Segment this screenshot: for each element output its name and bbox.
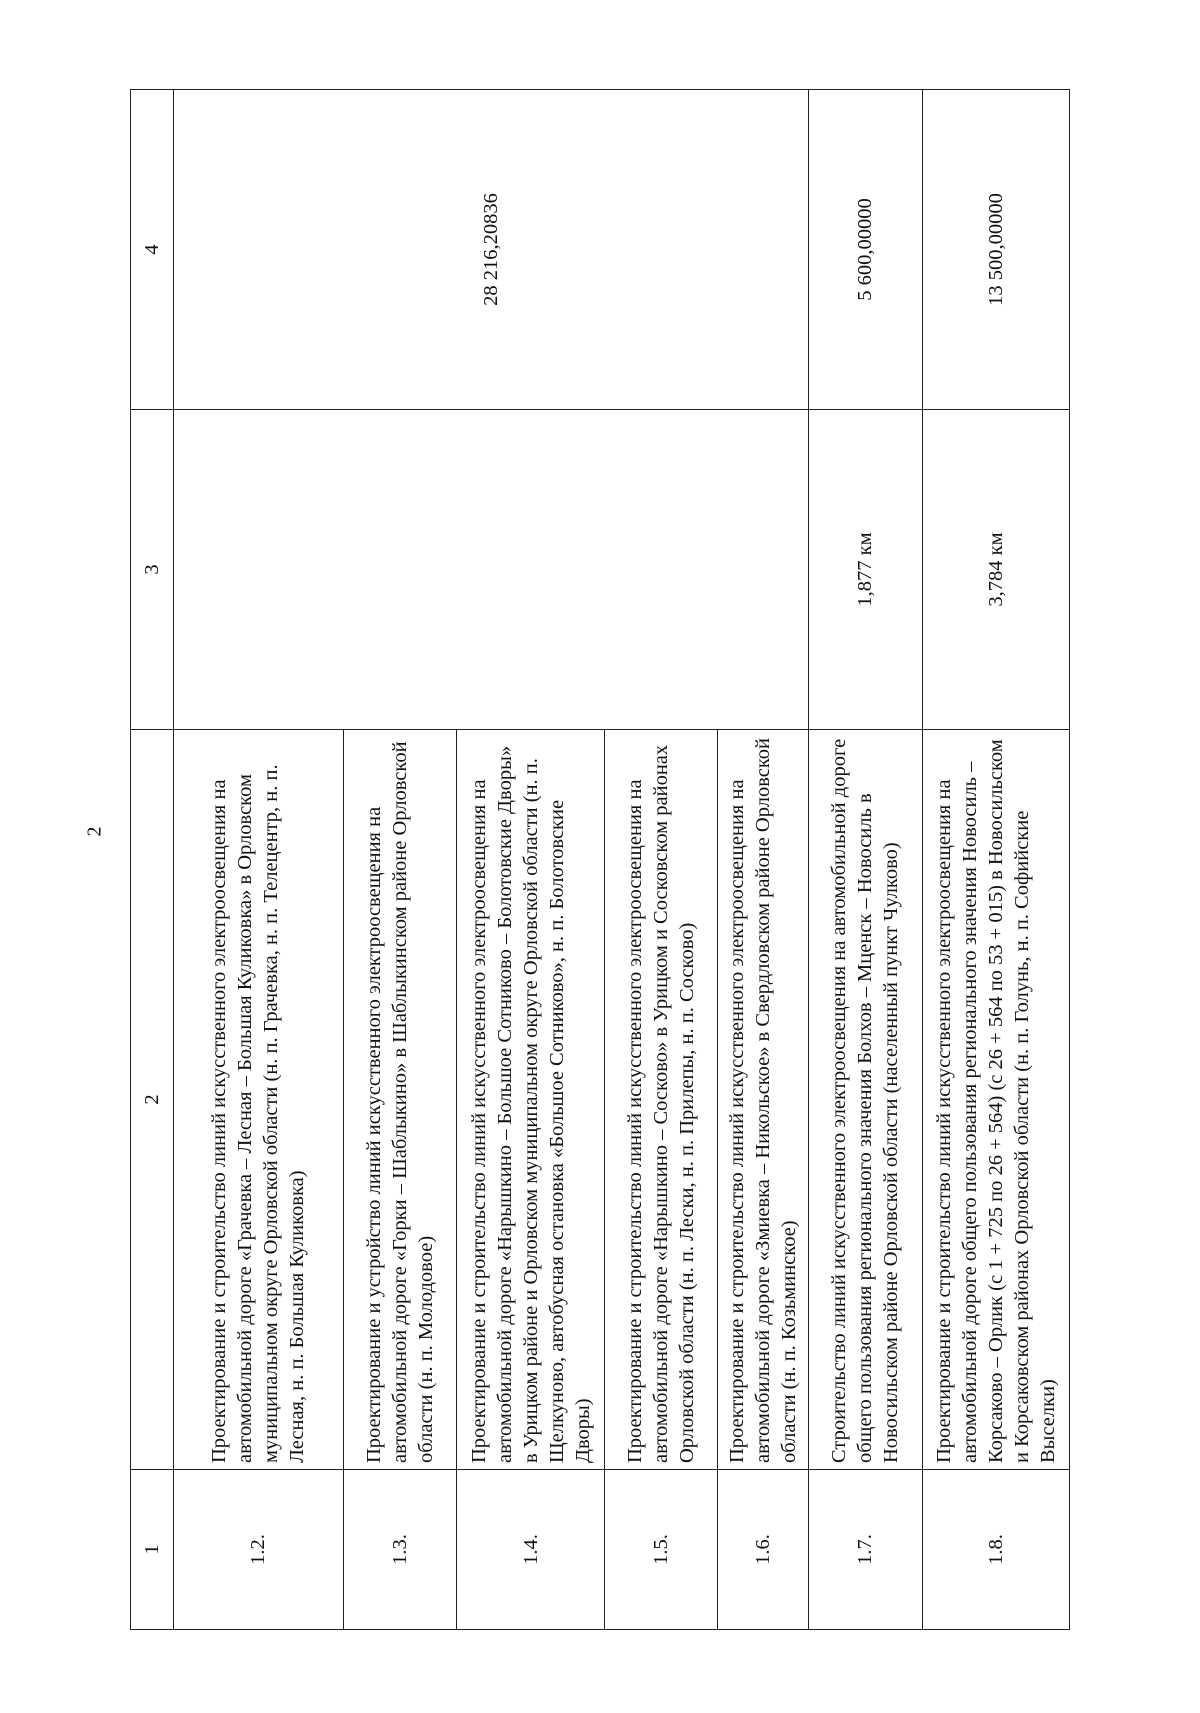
table-header-row xyxy=(131,90,174,1630)
row-number: 1.5. xyxy=(604,1470,718,1630)
row-number: 1.8. xyxy=(922,1470,1069,1630)
row-description: Проектирование и строительство линий искусственного электроосвещения на автомобильной дороге «Нарышкино – Сосково» в Урицком и Сосковском районах Орловской области (н. п. Лески, н. п. Прилепы, н. п. Сосково) xyxy=(604,730,718,1470)
header-cell-1: 1 xyxy=(131,1470,174,1630)
row-description: Проектирование и устройство линий искусственного электроосвещения на автомобильной дороге «Горки – Шаблыкино» в Шаблыкинском районе Орловской области (н. п. Молодовое) xyxy=(343,730,457,1470)
header-cell-3: 3 xyxy=(131,410,174,730)
table-row xyxy=(173,90,343,1630)
row-cost: 28 216,20836 xyxy=(173,90,808,410)
table-row xyxy=(922,90,1069,1630)
row-number: 1.3. xyxy=(343,1470,457,1630)
row-length: 1,877 км xyxy=(809,410,923,730)
page-number: 2 xyxy=(83,826,106,837)
header-cell-4: 4 xyxy=(131,90,174,410)
row-number: 1.4. xyxy=(457,1470,604,1630)
row-number: 1.7. xyxy=(809,1470,923,1630)
header-cell-2: 2 xyxy=(131,730,174,1470)
row-description: Проектирование и строительство линий искусственного электроосвещения на автомобильной дороге «Змиевка – Никольское» в Свердловском районе Орловской области (н. п. Козьминское) xyxy=(718,730,809,1470)
table-row xyxy=(809,90,923,1630)
row-number: 1.6. xyxy=(718,1470,809,1630)
row-length xyxy=(173,410,808,730)
row-number: 1.2. xyxy=(173,1470,343,1630)
row-cost: 5 600,00000 xyxy=(809,90,923,410)
row-cost: 13 500,00000 xyxy=(922,90,1069,410)
works-table xyxy=(130,89,1070,1630)
row-description: Проектирование и строительство линий искусственного электроосвещения на автомобильной дороге «Нарышкино – Большое Сотниково – Болотовские Дворы» в Урицком районе и Орловском муниципальном округе Орловской области (н. п. Щелкуново, автобусная остановка «Большое Сотниково», н. п. Болотовские Дворы) xyxy=(457,730,604,1470)
row-description: Строительство линий искусственного электроосвещения на автомобильной дороге общего пользования регионального значения Болхов – Мценск – Новосиль в Новосильском районе Орловской области (населенный пункт Чулково) xyxy=(809,730,923,1470)
row-description: Проектирование и строительство линий искусственного электроосвещения на автомобильной дороге общего пользования регионального значения Новосиль – Корсаково – Орлик (с 1 + 725 по 26 + 564) (с 26 + 564 по 53 + 015) в Новосильском и Корсаковском районах Орловской области (н. п. Голунь, н. п. Софийские Выселки) xyxy=(922,730,1069,1470)
rotated-table-wrapper xyxy=(130,90,1070,1630)
row-description: Проектирование и строительство линий искусственного электроосвещения на автомобильной дороге «Грачевка – Лесная – Большая Куликовка» в Орловском муниципальном округе Орловской области (н. п. Грачевка, н. п. Телецентр, н. п. Лесная, н. п. Большая Куликовка) xyxy=(173,730,343,1470)
row-length: 3,784 км xyxy=(922,410,1069,730)
